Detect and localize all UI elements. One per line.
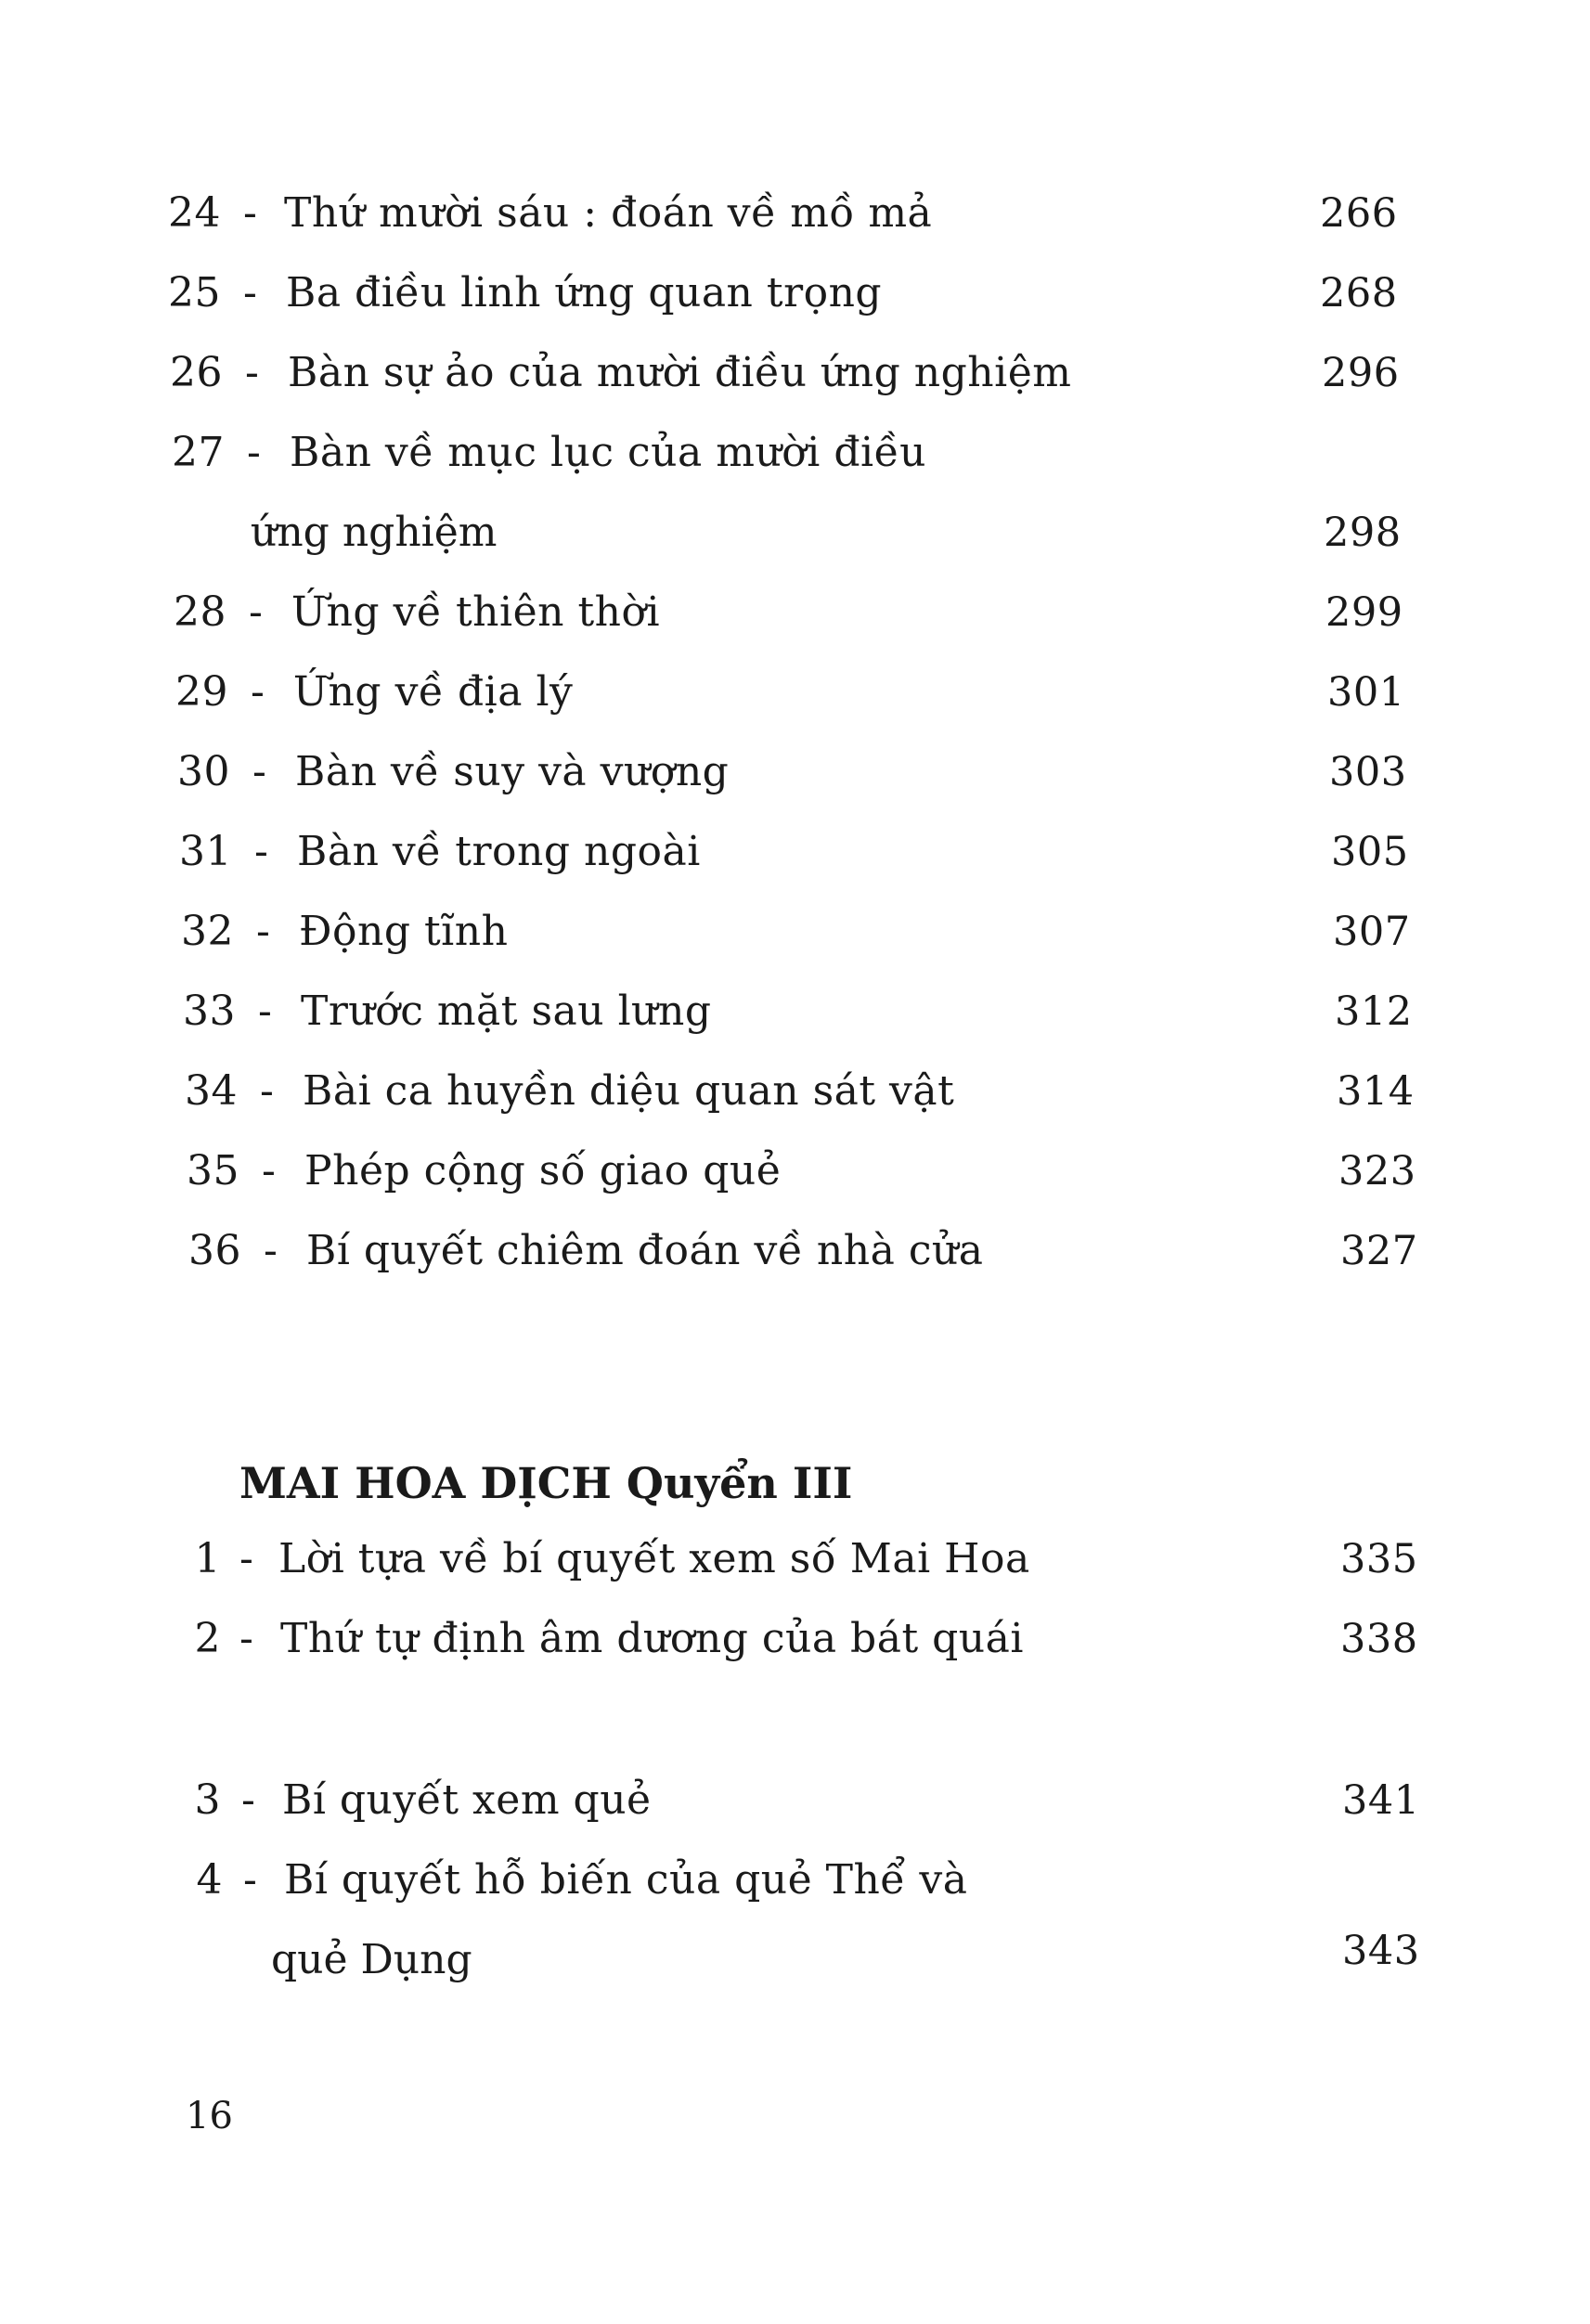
entry-page-number: 303 — [1329, 749, 1407, 795]
entry-title: Bí quyết chiêm đoán về nhà cửa — [306, 1227, 984, 1274]
entry-title-continuation: ứng nghiệm — [251, 509, 498, 556]
entry-page-number: 298 — [1324, 510, 1402, 556]
entry-title: Trước mặt sau lưng — [301, 988, 712, 1035]
toc-entry — [0, 1914, 1590, 1988]
entry-dash: - — [249, 588, 264, 636]
page-number: 16 — [186, 2095, 233, 2137]
toc-entry — [0, 815, 1590, 889]
entry-title: Ba điều linh ứng quan trọng — [286, 269, 883, 316]
entry-dash: - — [247, 429, 262, 476]
entry-title: Ứng về thiên thời — [291, 588, 661, 636]
toc-entry — [0, 1214, 1590, 1288]
toc-entry — [0, 735, 1590, 809]
toc-entry — [0, 1843, 1590, 1917]
entry-page-number: 266 — [1320, 190, 1398, 237]
toc-entry — [0, 1522, 1590, 1596]
entry-page-number: 268 — [1320, 270, 1398, 316]
entry-title: Động tĩnh — [299, 908, 509, 955]
entry-page-number: 301 — [1327, 669, 1405, 716]
entry-number: 27 — [172, 429, 225, 476]
entry-number: 1 — [194, 1535, 221, 1582]
entry-dash: - — [256, 908, 271, 955]
entry-page-number: 307 — [1333, 909, 1411, 955]
entry-dash: - — [243, 189, 258, 237]
entry-title: Bàn về mục lục của mười điều — [290, 429, 926, 476]
entry-number: 28 — [174, 588, 226, 636]
entry-title: Thứ mười sáu : đoán về mồ mả — [284, 189, 933, 237]
entry-number: 30 — [177, 748, 230, 795]
toc-entry — [0, 1602, 1590, 1676]
entry-dash: - — [241, 1776, 256, 1824]
entry-number: 31 — [179, 828, 232, 875]
entry-page-number: 296 — [1322, 350, 1400, 396]
toc-entry — [0, 1054, 1590, 1129]
entry-number: 25 — [168, 269, 221, 316]
entry-dash: - — [243, 1856, 258, 1904]
entry-page-number: 299 — [1325, 589, 1403, 636]
toc-entry — [0, 975, 1590, 1049]
toc-entry — [0, 336, 1590, 410]
entry-dash: - — [239, 1615, 254, 1662]
entry-dash: - — [260, 1067, 275, 1115]
toc-entry — [0, 895, 1590, 969]
entry-title: Bàn sự ảo của mười điều ứng nghiệm — [288, 349, 1072, 396]
entry-number: 32 — [181, 908, 234, 955]
entry-number: 3 — [194, 1776, 221, 1824]
entry-page-number: 341 — [1342, 1777, 1420, 1824]
entry-title: Bài ca huyền diệu quan sát vật — [303, 1067, 955, 1115]
toc-entry — [0, 416, 1590, 490]
entry-page-number: 327 — [1340, 1228, 1418, 1274]
entry-dash: - — [262, 1147, 277, 1194]
toc-entry — [0, 496, 1590, 570]
toc-entry — [0, 655, 1590, 729]
entry-title: Lời tựa về bí quyết xem số Mai Hoa — [278, 1535, 1030, 1582]
entry-page-number: 314 — [1337, 1068, 1415, 1115]
entry-page-number: 312 — [1335, 988, 1413, 1035]
entry-title: Thứ tự định âm dương của bát quái — [280, 1615, 1024, 1662]
entry-number: 2 — [194, 1615, 221, 1662]
entry-page-number: 335 — [1340, 1536, 1418, 1582]
entry-number: 24 — [168, 189, 221, 237]
entry-page-number: 338 — [1340, 1616, 1418, 1662]
entry-dash: - — [243, 269, 258, 316]
section-heading: MAI HOA DỊCH Quyển III — [239, 1458, 853, 1508]
toc-entry — [0, 256, 1590, 330]
entry-title: Bí quyết hỗ biến của quẻ Thể và — [284, 1856, 968, 1904]
entry-number: 35 — [187, 1147, 239, 1194]
entry-dash: - — [254, 828, 269, 875]
entry-title: Bí quyết xem quẻ — [282, 1776, 652, 1824]
entry-page-number: 305 — [1331, 829, 1409, 875]
entry-title: Phép cộng số giao quẻ — [304, 1147, 782, 1194]
toc-entry — [0, 1763, 1590, 1838]
entry-page-number: 323 — [1338, 1148, 1416, 1194]
entry-number: 36 — [188, 1227, 241, 1274]
entry-dash: - — [258, 988, 273, 1035]
entry-number: 33 — [183, 988, 236, 1035]
entry-dash: - — [239, 1535, 254, 1582]
entry-title: Bàn về trong ngoài — [297, 828, 701, 875]
entry-number: 26 — [170, 349, 223, 396]
entry-title: Bàn về suy và vượng — [295, 748, 730, 795]
entry-dash: - — [245, 349, 260, 396]
entry-number: 34 — [185, 1067, 238, 1115]
entry-number: 4 — [196, 1856, 223, 1904]
entry-dash: - — [251, 668, 265, 716]
entry-dash: - — [252, 748, 267, 795]
entry-number: 29 — [175, 668, 228, 716]
toc-entry — [0, 575, 1590, 650]
toc-entry — [0, 1134, 1590, 1208]
entry-dash: - — [264, 1227, 278, 1274]
toc-entry — [0, 176, 1590, 251]
entry-title-continuation: quẻ Dụng — [271, 1936, 472, 1983]
entry-title: Ứng về địa lý — [293, 668, 574, 716]
entry-page-number: 343 — [1342, 1928, 1420, 1974]
